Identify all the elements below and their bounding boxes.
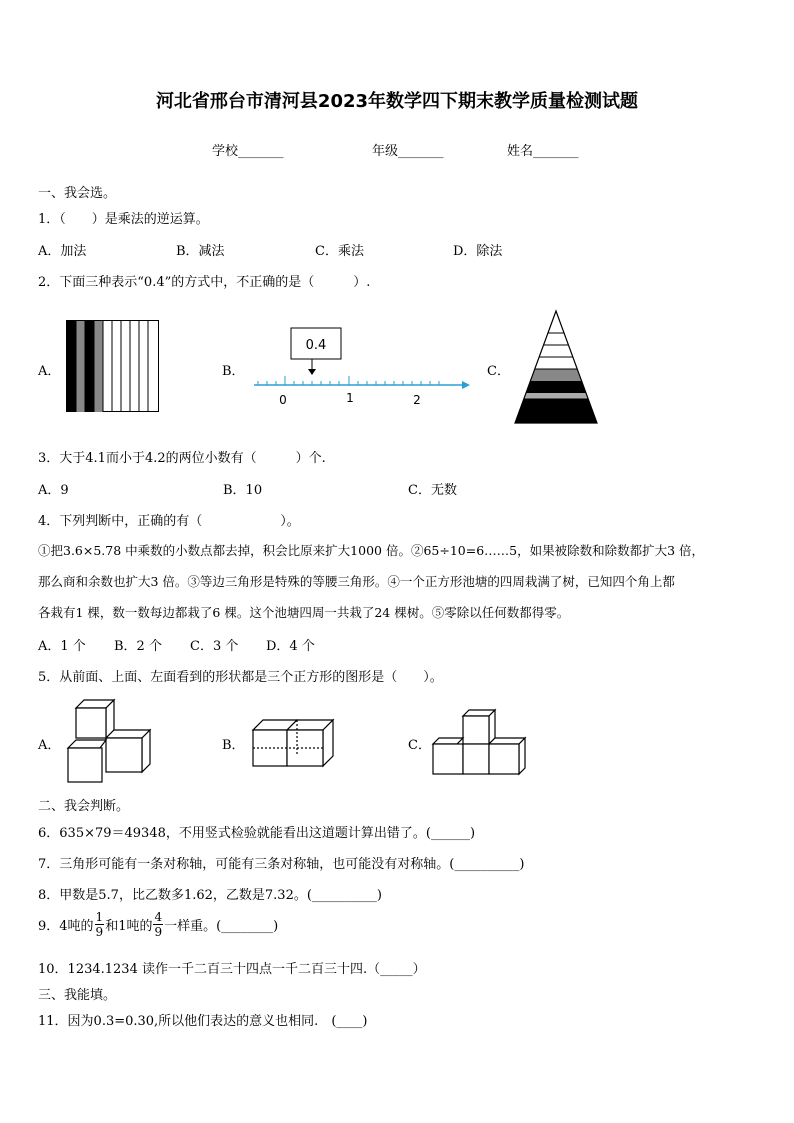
q5-stem: 5．从前面、上面、左面看到的形状都是三个正方形的图形是（ ）。 <box>38 670 443 685</box>
number-line-figure <box>250 325 475 410</box>
q9-mid: 和1吨的 <box>105 919 153 934</box>
q9-f1-denominator: 9 <box>95 925 104 939</box>
tick-label-1: 1 <box>346 391 354 405</box>
q2-stem: 2．下面三种表示“0.4”的方式中，不正确的是（ ）. <box>38 275 371 290</box>
q9-f2-denominator: 9 <box>154 925 163 939</box>
section1-heading: 一、我会选。 <box>38 186 117 201</box>
q4-option-a: A．1 个 <box>38 639 86 654</box>
q9-fraction-2 <box>153 910 163 939</box>
cube-stack-a-figure <box>64 696 154 786</box>
q1-option-c: C．乘法 <box>315 244 364 259</box>
q1-option-a: A．加法 <box>38 244 87 259</box>
q7-text: 7．三角形可能有一条对称轴，可能有三条对称轴，也可能没有对称轴。(__________) <box>38 857 525 872</box>
triangle-figure <box>512 309 602 427</box>
q9-fraction-1 <box>95 910 105 939</box>
decimal-grid-figure <box>66 320 160 413</box>
tick-label-2: 2 <box>413 393 421 407</box>
q8-text: 8．甲数是5.7，比乙数多1.62，乙数是7.32。(__________) <box>38 888 382 903</box>
q5-label-c: C． <box>408 738 431 753</box>
cube-stack-c-figure <box>430 706 530 778</box>
tick-label-0: 0 <box>279 393 287 407</box>
q1-stem: 1．（ ）是乘法的逆运算。 <box>38 212 209 227</box>
q9-pre: 9．4吨的 <box>38 919 94 934</box>
q4-statement-line3: 各栽有1 棵，数一数每边都栽了6 棵。这个池塘四周一共栽了24 棵树。⑤零除以任何数都得零。 <box>38 605 570 620</box>
q4-option-c: C．3 个 <box>190 639 239 654</box>
section3-heading: 三、我能填。 <box>38 988 117 1003</box>
q2-label-a: A． <box>38 364 61 379</box>
q4-stem: 4．下列判断中，正确的有（ ）。 <box>38 514 300 529</box>
q3-option-b: B．10 <box>223 483 263 498</box>
q11-text: 11．因为0.3=0.30,所以他们表达的意义也相同. (____) <box>38 1014 368 1029</box>
q10-text: 10．1234.1234 读作一千二百三十四点一千二百三十四.（_____） <box>38 962 426 977</box>
q9-f2-numerator: 4 <box>154 910 163 924</box>
q2-label-b: B． <box>222 364 245 379</box>
q1-option-b: B．减法 <box>176 244 225 259</box>
q2-label-c: C． <box>487 364 510 379</box>
q5-label-a: A． <box>38 738 61 753</box>
q9-f1-numerator: 1 <box>95 910 104 924</box>
q6-text: 6．635×79＝49348，不用竖式检验就能看出这道题计算出错了。(______) <box>38 826 476 841</box>
q9-post: 一样重。(________) <box>164 919 279 934</box>
number-line-box-label: 0.4 <box>305 338 327 353</box>
section2-heading: 二、我会判断。 <box>38 799 130 814</box>
q3-option-a: A．9 <box>38 483 69 498</box>
q3-stem: 3．大于4.1而小于4.2的两位小数有（ ）个. <box>38 451 326 466</box>
q1-option-d: D．除法 <box>453 244 503 259</box>
cube-row-b-figure <box>250 714 338 770</box>
q3-option-c: C．无数 <box>408 483 457 498</box>
name-field: 姓名_______ <box>507 144 579 159</box>
school-field: 学校_______ <box>212 144 284 159</box>
q4-option-b: B．2 个 <box>114 639 162 654</box>
q5-label-b: B． <box>222 738 245 753</box>
q4-statement-line2: 那么商和余数也扩大3 倍。③等边三角形是特殊的等腰三角形。④一个正方形池塘的四周栽满了树，已知四个角上都 <box>38 574 675 589</box>
q9-text <box>38 910 278 939</box>
page-title: 河北省邢台市清河县2023年数学四下期末教学质量检测试题 <box>155 91 639 112</box>
grade-field: 年级_______ <box>372 144 444 159</box>
q4-option-d: D．4 个 <box>266 639 315 654</box>
q4-statement-line1: ①把3.6×5.78 中乘数的小数点都去掉，积会比原来扩大1000 倍。②65÷10=6……5，如果被除数和除数都扩大3 倍， <box>38 543 705 558</box>
